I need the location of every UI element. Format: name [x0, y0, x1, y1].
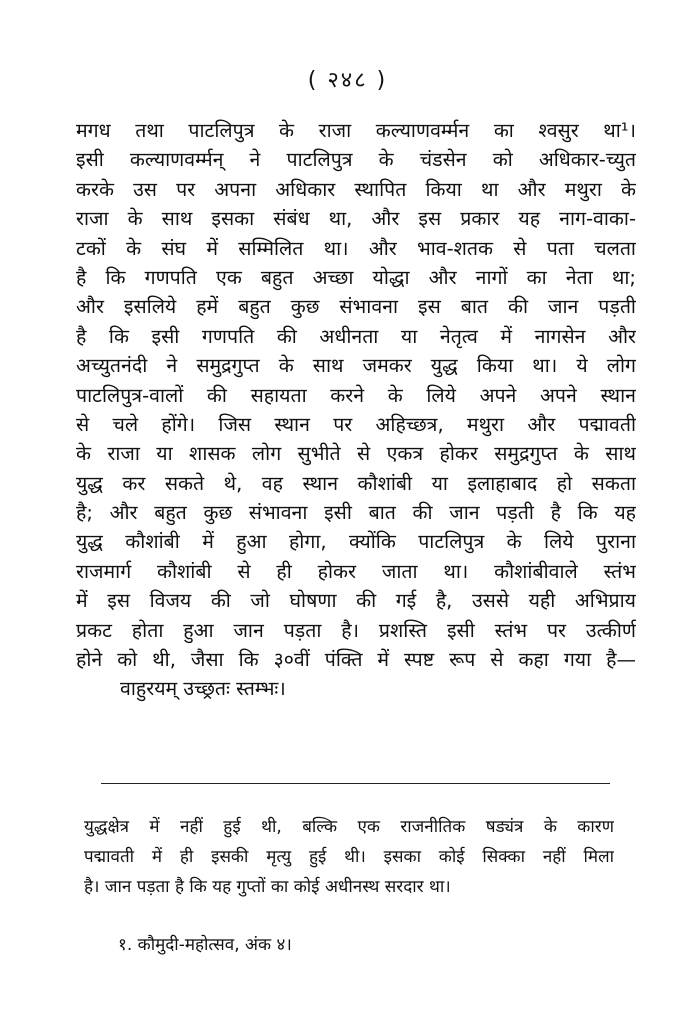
text-line: होने को थी, जैसा कि ३०वीं पंक्ति में स्पष्ट रूप से कहा गया है—: [76, 648, 636, 672]
text-line: अच्युतनंदी ने समुद्रगुप्त के साथ जमकर युद्ध किया था। ये लोग: [76, 354, 636, 378]
text-line: है; और बहुत कुछ संभावना इसी बात की जान पड़ती है कि यह: [76, 501, 636, 525]
page-number: ( २४८ ): [307, 68, 388, 93]
text-line: है कि गणपति एक बहुत अच्छा योद्धा और नागों का नेता था;: [76, 265, 636, 289]
footnote-continuation: [84, 812, 614, 902]
footnote-line: युद्धक्षेत्र में नहीं हुई थी, बल्कि एक राजनीतिक षड्यंत्र के कारण: [84, 817, 614, 837]
text-line: टकों के संघ में सम्मिलित था। और भाव-शतक से पता चलता: [76, 236, 636, 260]
text-line: प्रकट होता हुआ जान पड़ता है। प्रशस्ति इसी स्तंभ पर उत्कीर्ण: [76, 618, 636, 642]
text-line: मगध तथा पाटलिपुत्र के राजा कल्याणवर्म्मन का श्वसुर था¹।: [76, 119, 636, 142]
text-line: के राजा या शासक लोग सुभीते से एकत्र होकर समुद्रगुप्त के साथ: [76, 442, 636, 466]
text-line: में इस विजय की जो घोषणा की गई है, उससे यही अभिप्राय: [76, 589, 636, 613]
main-text: [76, 116, 636, 704]
text-line: राजमार्ग कौशांबी से ही होकर जाता था। कौशांबीवाले स्तंभ: [76, 559, 636, 583]
footnote-reference: १. कौमुदी-महोत्सव, अंक ४।: [118, 935, 292, 955]
text-line: राजा के साथ इसका संबंध था, और इस प्रकार यह नाग-वाका-: [76, 207, 636, 231]
footnote-divider: [101, 783, 610, 784]
quote-line: वाहुरयम् उच्छ्रतः स्तम्भः।: [120, 677, 286, 701]
footnote-line: है। जान पड़ता है कि यह गुप्तों का कोई अधीनस्थ सरदार था।: [84, 877, 451, 897]
text-line: करके उस पर अपना अधिकार स्थापित किया था और मथुरा के: [76, 177, 636, 201]
text-line: युद्ध कर सकते थे, वह स्थान कौशांबी या इलाहाबाद हो सकता: [76, 471, 636, 495]
text-line: से चले होंगे। जिस स्थान पर अहिच्छत्र, मथुरा और पद्मावती: [76, 412, 636, 436]
text-line: पाटलिपुत्र-वालों की सहायता करने के लिये अपने अपने स्थान: [76, 383, 636, 407]
text-line: और इसलिये हमें बहुत कुछ संभावना इस बात की जान पड़ती: [76, 295, 636, 319]
footnote-line: पद्मावती में ही इसकी मृत्यु हुई थी। इसका कोई सिक्का नहीं मिला: [84, 847, 614, 867]
text-line: युद्ध कौशांबी में हुआ होगा, क्योंकि पाटलिपुत्र के लिये पुराना: [76, 530, 636, 554]
text-line: इसी कल्याणवर्म्मन् ने पाटलिपुत्र के चंडसेन को अधिकार-च्युत: [76, 148, 636, 172]
text-line: है कि इसी गणपति की अधीनता या नेतृत्व में नागसेन और: [76, 324, 636, 348]
